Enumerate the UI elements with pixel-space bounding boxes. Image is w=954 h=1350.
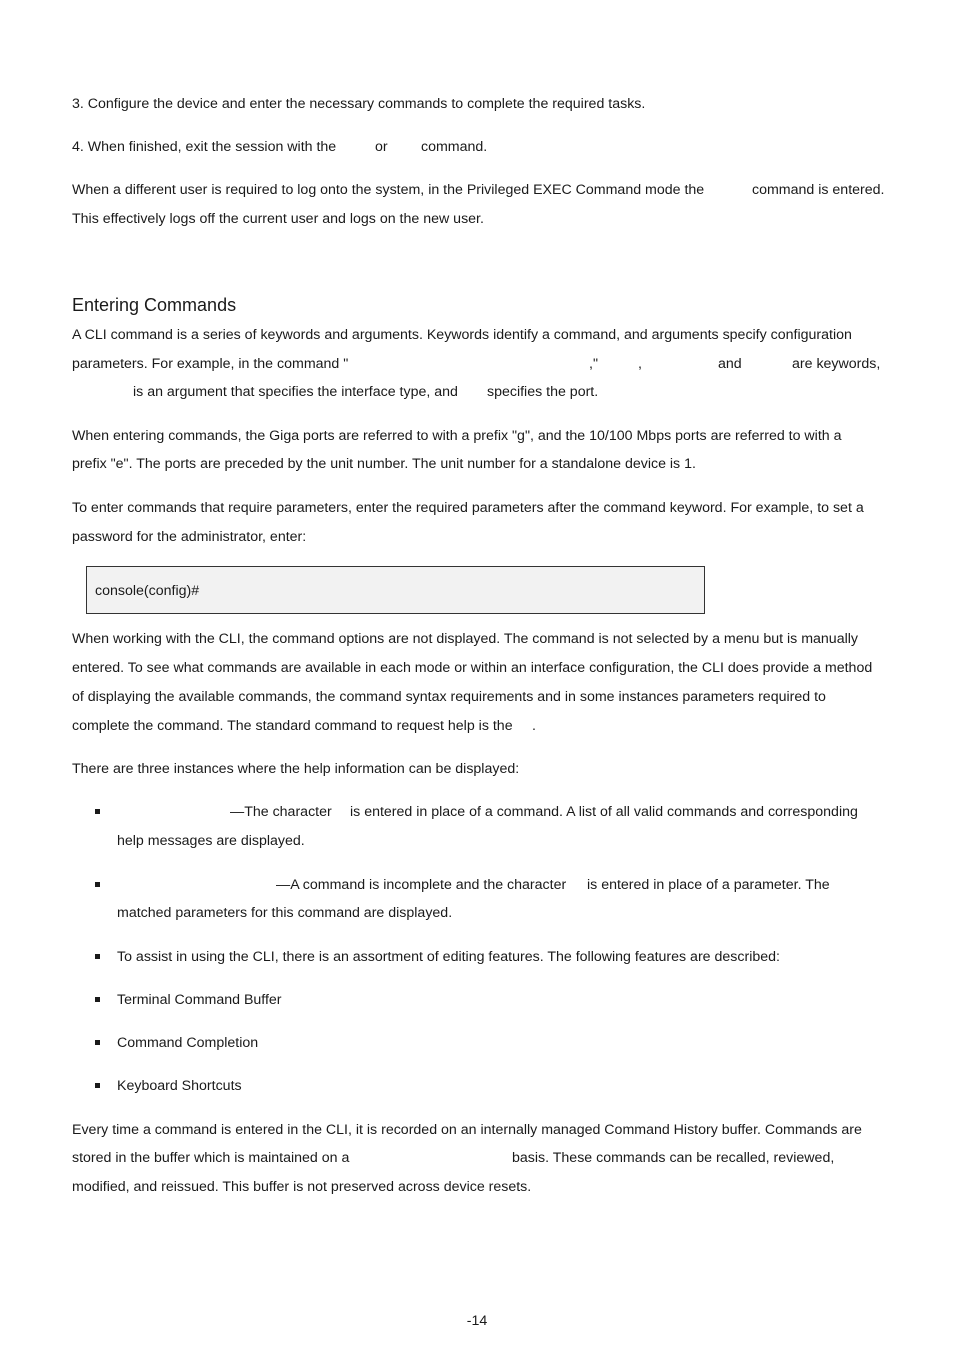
para1-line2-quote: ," [589,356,598,372]
para1-line2-end: are keywords, [792,356,881,372]
login-para-line1: When a different user is required to log onto the system, in the Privileged EXEC Command mode the [72,182,705,198]
bullet1-line1-end: is entered in place of a command. A list of all valid commands and corresponding [350,804,858,820]
bullet6-text: Keyboard Shortcuts [117,1078,242,1094]
para6-line1: Every time a command is entered in the CLI, it is recorded on an internally managed Command History buffer. Commands are [72,1122,862,1138]
para1-line2-and: and [718,356,742,372]
page-number: -14 [466,1313,488,1329]
step-4-text: 4. When finished, exit the session with the [72,139,337,155]
login-para-line2: This effectively logs off the current user and logs on the new user. [72,211,484,227]
step-4-command: command. [421,139,488,155]
para1-line2: parameters. For example, in the command " [72,356,349,372]
bullet-marker [95,1040,100,1045]
bullet1-line2: help messages are displayed. [117,833,305,849]
bullet-marker [95,997,100,1002]
step-4-or: or [375,139,388,155]
bullet-marker [95,882,100,887]
bullet-marker [95,954,100,959]
bullet4-text: Terminal Command Buffer [117,992,282,1008]
para6-line2-end: basis. These commands can be recalled, reviewed, [512,1150,835,1166]
para4-line2: entered. To see what commands are available in each mode or within an interface configuration, the CLI does provide a method [72,660,873,676]
para2-line2: prefix "e". The ports are preceded by the unit number. The unit number for a standalone device is 1. [72,456,696,472]
para4-line1: When working with the CLI, the command options are not displayed. The command is not selected by a menu but is manually [72,631,858,647]
para1-line3: is an argument that specifies the interface type, and [133,384,458,400]
para4-line4: complete the command. The standard command to request help is the [72,718,513,734]
bullet-marker [95,1083,100,1088]
para1-line3-end: specifies the port. [487,384,599,400]
bullet2-line1-end: is entered in place of a parameter. The [587,877,830,893]
code-example-box [86,566,705,614]
para1-line1: A CLI command is a series of keywords and arguments. Keywords identify a command, and arguments specify configuration [72,327,852,343]
bullet1-line1: —The character [230,804,332,820]
bullet3-text: To assist in using the CLI, there is an assortment of editing features. The following features are described: [117,949,780,965]
bullet2-line2: matched parameters for this command are displayed. [117,905,453,921]
para3-line2: password for the administrator, enter: [72,529,307,545]
bullet5-text: Command Completion [117,1035,259,1051]
para4-line3: of displaying the available commands, the command syntax requirements and in some instances parameters required to [72,689,826,705]
para2-line1: When entering commands, the Giga ports are referred to with a prefix "g", and the 10/100 Mbps ports are referred to with a [72,428,842,444]
para3-line1: To enter commands that require parameters, enter the required parameters after the command keyword. For example, to set a [72,500,864,516]
para6-line2: stored in the buffer which is maintained on a [72,1150,350,1166]
para5-text: There are three instances where the help information can be displayed: [72,761,520,777]
bullet-marker [95,809,100,814]
step-3-text: 3. Configure the device and enter the necessary commands to complete the required tasks. [72,96,646,112]
para6-line3: modified, and reissued. This buffer is not preserved across device resets. [72,1179,532,1195]
para1-line2-comma: , [638,356,642,372]
section-heading: Entering Commands [72,295,237,315]
para4-line4-end: . [532,718,536,734]
code-example-text: console(config)# [95,583,200,599]
bullet2-line1: —A command is incomplete and the character [276,877,567,893]
login-para-line1-end: command is entered. [752,182,885,198]
